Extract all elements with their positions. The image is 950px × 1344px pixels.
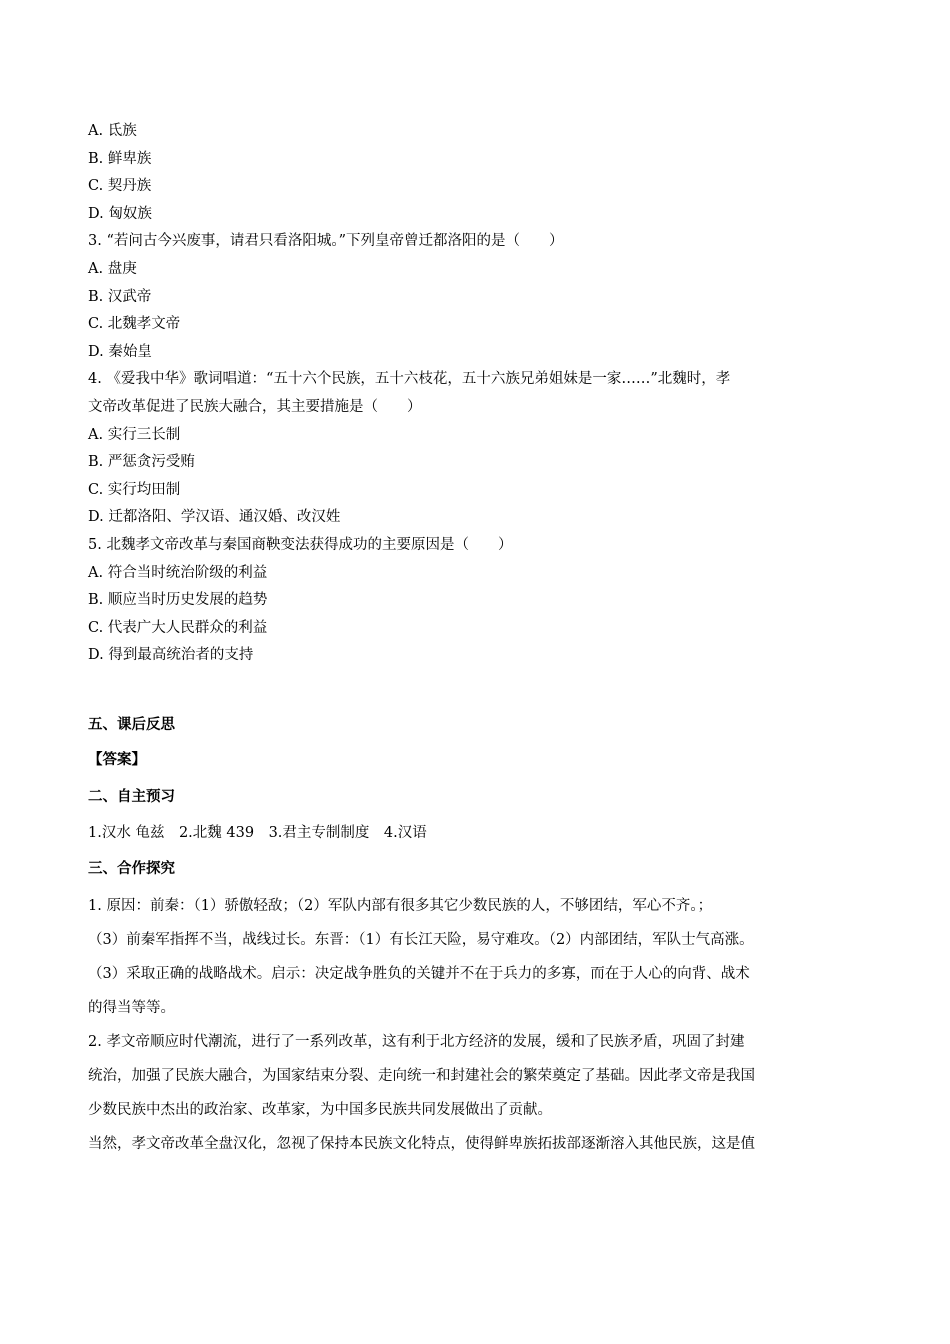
multiple-choice-questions xyxy=(88,118,868,670)
answer-paragraph-line: 1. 原因：前秦：（1）骄傲轻敌；（2）军队内部有很多其它少数民族的人，不够团结，军心不齐。； xyxy=(88,898,713,914)
option-line: D. 匈奴族 xyxy=(88,205,152,222)
answer-paragraph-line: 2. 孝文帝顺应时代潮流，进行了一系列改革，这有利于北方经济的发展，缓和了民族矛盾，巩固了封建 xyxy=(88,1034,745,1050)
section-3-answers xyxy=(88,889,868,1161)
answer-paragraph-line: 当然，孝文帝改革全盘汉化，忽视了保持本民族文化特点，使得鲜卑族拓拔部逐渐溶入其他民族，这是值 xyxy=(88,1136,755,1152)
section-5-heading: 五、课后反思 xyxy=(88,717,175,733)
option-line: B. 鲜卑族 xyxy=(88,150,152,167)
answer-paragraph-line: （3）采取正确的战略战术。启示：决定战争胜负的关键并不在于兵力的多寡，而在于人心的向背、战术 xyxy=(88,966,750,982)
option-line: A. 盘庚 xyxy=(88,260,137,277)
option-line: C. 代表广大人民群众的利益 xyxy=(88,619,268,636)
option-line: D. 秦始皇 xyxy=(88,343,152,360)
option-line: C. 实行均田制 xyxy=(88,481,181,498)
answer-paragraph-line: 统治，加强了民族大融合，为国家结束分裂、走向统一和封建社会的繁荣奠定了基础。因此孝文帝是我国 xyxy=(88,1068,755,1084)
answers-heading: 【答案】 xyxy=(88,752,146,768)
answer-paragraph-line: 的得当等等。 xyxy=(88,1000,175,1016)
option-line: C. 契丹族 xyxy=(88,178,152,195)
section-3-heading: 三、合作探究 xyxy=(88,861,175,877)
question-4-continued: 文帝改革促进了民族大融合，其主要措施是（ ） xyxy=(88,398,422,415)
question-3: 3. “若问古今兴废事，请君只看洛阳城。”下列皇帝曾迁都洛阳的是（ ） xyxy=(88,233,564,250)
option-line: D. 迁都洛阳、学汉语、通汉婚、改汉姓 xyxy=(88,509,341,526)
option-line: B. 严惩贪污受贿 xyxy=(88,454,195,471)
section-2-heading: 二、自主预习 xyxy=(88,789,175,805)
option-line: A. 实行三长制 xyxy=(88,426,181,443)
option-line: C. 北魏孝文帝 xyxy=(88,316,181,333)
option-line: D. 得到最高统治者的支持 xyxy=(88,647,254,664)
question-5: 5. 北魏孝文帝改革与秦国商鞅变法获得成功的主要原因是（ ） xyxy=(88,536,513,553)
answer-paragraph-line: （3）前秦军指挥不当，战线过长。东晋：（1）有长江天险，易守难攻。（2）内部团结，军队士气高涨。 xyxy=(88,932,754,948)
question-4: 4. 《爱我中华》歌词唱道：“五十六个民族，五十六枝花，五十六族兄弟姐妹是一家……”北魏时，孝 xyxy=(88,371,731,388)
option-line: B. 汉武帝 xyxy=(88,288,152,305)
option-line: B. 顺应当时历史发展的趋势 xyxy=(88,592,268,609)
answer-paragraph-line: 少数民族中杰出的政治家、改革家，为中国多民族共同发展做出了贡献。 xyxy=(88,1102,552,1118)
option-line: A. 符合当时统治阶级的利益 xyxy=(88,564,268,581)
section-2-answer: 1.汉水 龟兹 2.北魏 439 3.君主专制制度 4.汉语 xyxy=(88,825,427,841)
option-line: A. 氐族 xyxy=(88,123,137,139)
